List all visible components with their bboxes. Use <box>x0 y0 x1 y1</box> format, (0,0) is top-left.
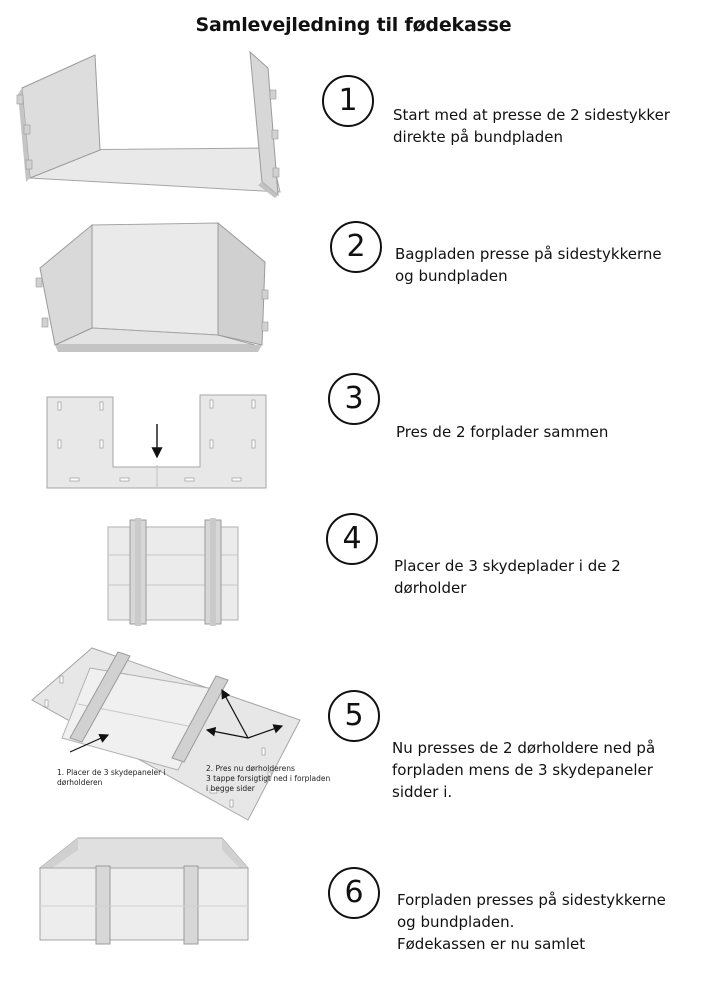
callout-place-panels: 1. Placer de 3 skydepaneler i dørholderen <box>57 768 166 787</box>
step-1-number: 1 <box>322 75 374 127</box>
step-1-illustration <box>17 52 280 198</box>
step-2-illustration <box>36 223 268 352</box>
step-5-text: Nu presses de 2 dørholdere ned på forpladen mens de 3 skydepaneler sidder i. <box>392 739 656 801</box>
step-4-text: Placer de 3 skydeplader i de 2 dørholder <box>394 557 621 597</box>
step-5-illustration <box>32 648 300 820</box>
step-3-illustration <box>47 395 266 488</box>
step-3-number: 3 <box>328 373 380 425</box>
step-4-number: 4 <box>326 513 378 565</box>
step-1-text: Start med at presse de 2 sidestykker direkte på bundpladen <box>393 106 670 146</box>
step-4-illustration <box>108 518 238 626</box>
step-6-illustration <box>40 838 248 944</box>
step-6-text: Forpladen presses på sidestykkerne og bundpladen. Fødekassen er nu samlet <box>397 891 666 953</box>
step-3-text: Pres de 2 forplader sammen <box>396 423 609 441</box>
step-2-text: Bagpladen presse på sidestykkerne og bundpladen <box>395 245 662 285</box>
step-5-number: 5 <box>328 690 380 742</box>
step-6-number: 6 <box>328 867 380 919</box>
page-title: Samlevejledning til fødekasse <box>195 14 512 36</box>
step-2-number: 2 <box>330 221 382 273</box>
callout-press-tabs: 2. Pres nu dørholderens 3 tappe forsigtigt ned i forpladen i begge sider <box>206 764 331 793</box>
